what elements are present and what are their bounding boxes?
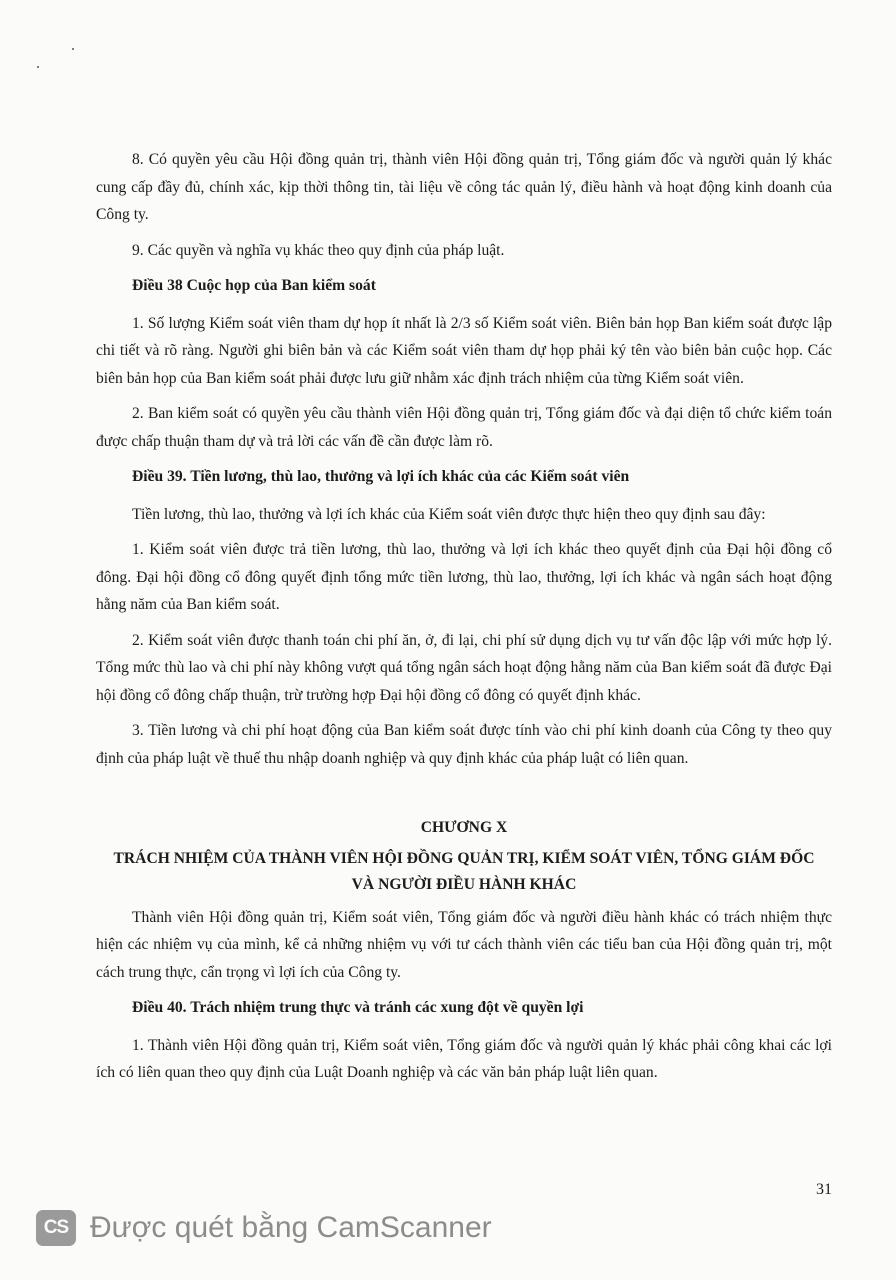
camscanner-watermark [36, 1206, 492, 1250]
article-40-clause-1: 1. Thành viên Hội đồng quản trị, Kiểm soát viên, Tổng giám đốc và người quản lý khác phải công khai các lợi ích có liên quan theo quy định của Luật Doanh nghiệp và các văn bản pháp luật liên quan. [96, 1036, 832, 1081]
page-number: 31 [816, 1181, 832, 1198]
article-39-intro: Tiền lương, thù lao, thưởng và lợi ích khác của Kiểm soát viên được thực hiện theo quy định sau đây: [132, 505, 766, 523]
document-body [96, 146, 832, 1095]
article-38-clause-2: 2. Ban kiểm soát có quyền yêu cầu thành viên Hội đồng quản trị, Tổng giám đốc và đại diện tổ chức kiểm toán được chấp thuận tham dự và trả lời các vấn đề cần được làm rõ. [96, 405, 832, 450]
paragraph-8: 8. Có quyền yêu cầu Hội đồng quản trị, thành viên Hội đồng quản trị, Tổng giám đốc và người quản lý khác cung cấp đầy đủ, chính xác, kịp thời thông tin, tài liệu về công tác quản lý, điều hành và hoạt động kinh doanh của Công ty. [96, 151, 832, 223]
article-39-clause-3: 3. Tiền lương và chi phí hoạt động của Ban kiểm soát được tính vào chi phí kinh doanh của Công ty theo quy định của pháp luật về thuế thu nhập doanh nghiệp và quy định khác của pháp luật có liên quan. [96, 722, 832, 767]
camscanner-logo-text: CS [43, 1217, 69, 1238]
paragraph-9: 9. Các quyền và nghĩa vụ khác theo quy định của pháp luật. [132, 241, 505, 259]
article-39-heading: Điều 39. Tiền lương, thù lao, thưởng và lợi ích khác của các Kiểm soát viên [132, 468, 630, 485]
scan-speck [37, 66, 39, 68]
camscanner-logo-icon [36, 1210, 76, 1246]
article-38-heading: Điều 38 Cuộc họp của Ban kiểm soát [132, 277, 376, 294]
watermark-text: Được quét bằng CamScanner [90, 1211, 492, 1244]
article-38-clause-1: 1. Số lượng Kiểm soát viên tham dự họp ít nhất là 2/3 số Kiểm soát viên. Biên bản họp Ban kiểm soát được lập chi tiết và rõ ràng. Người ghi biên bản và các Kiểm soát viên tham dự họp phải ký tên vào biên bản cuộc họp. Các biên bản họp của Ban kiểm soát phải được lưu giữ nhằm xác định trách nhiệm của từng Kiểm soát viên. [96, 314, 832, 387]
chapter-intro: Thành viên Hội đồng quản trị, Kiểm soát viên, Tổng giám đốc và người điều hành khác có trách nhiệm thực hiện các nhiệm vụ của mình, kể cả những nhiệm vụ với tư cách thành viên các tiểu ban của Hội đồng quản trị, một cách trung thực, cẩn trọng vì lợi ích của Công ty. [96, 908, 832, 981]
chapter-title: TRÁCH NHIỆM CỦA THÀNH VIÊN HỘI ĐỒNG QUẢN TRỊ, KIỂM SOÁT VIÊN, TỔNG GIÁM ĐỐC VÀ NGƯỜI ĐIỀU HÀNH KHÁC [113, 849, 815, 893]
article-39-clause-2: 2. Kiểm soát viên được thanh toán chi phí ăn, ở, đi lại, chi phí sử dụng dịch vụ tư vấn độc lập với mức hợp lý. Tổng mức thù lao và chi phí này không vượt quá tổng ngân sách hoạt động hằng năm của Ban kiểm soát đã được Đại hội đồng cổ đông chấp thuận, trừ trường hợp Đại hội đồng cổ đông có quyết định khác. [96, 631, 832, 704]
article-40-heading: Điều 40. Trách nhiệm trung thực và tránh các xung đột về quyền lợi [132, 999, 584, 1016]
scan-speck [72, 48, 74, 50]
article-39-clause-1: 1. Kiểm soát viên được trả tiền lương, thù lao, thưởng và lợi ích khác theo quyết định của Đại hội đồng cổ đông. Đại hội đồng cổ đông quyết định tổng mức tiền lương, thù lao, thưởng, lợi ích khác và ngân sách hoạt động hằng năm của Ban kiểm soát. [96, 541, 832, 613]
chapter-label: CHƯƠNG X [420, 819, 508, 836]
